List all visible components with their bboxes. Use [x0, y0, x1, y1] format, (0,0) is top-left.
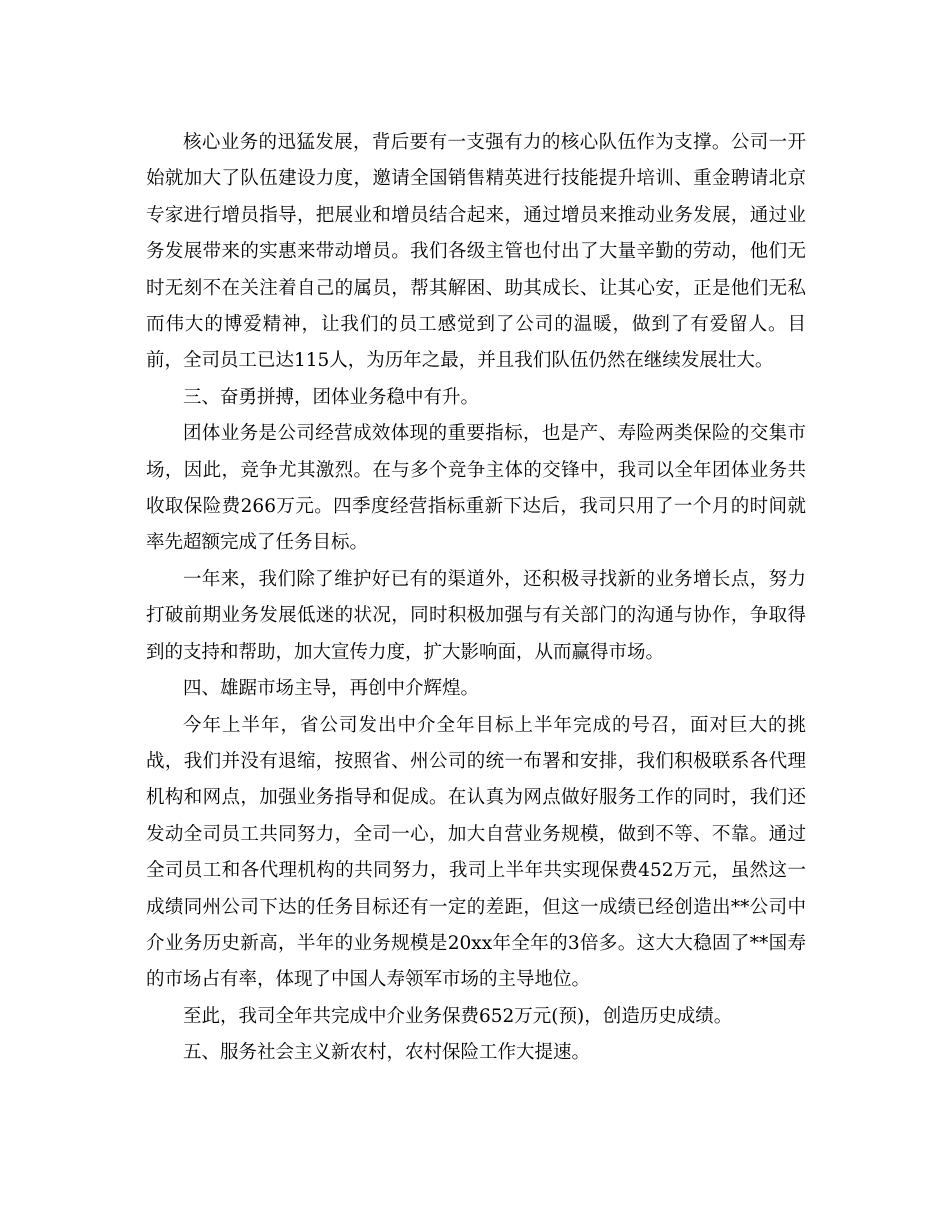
paragraph-annual-total: 至此，我司全年共完成中介业务保费652万元(预)，创造历史成绩。: [183, 1005, 733, 1027]
heading-section-5: 五、服务社会主义新农村，农村保险工作大提速。: [183, 1042, 591, 1064]
paragraph-group-business: 团体业务是公司经营成效体现的重要指标，也是产、寿险两类保险的交集市场，因此，竞争尤其激烈。在与多个竞争主体的交锋中，我司以全年团体业务共收取保险费266万元。四季度经营指标重新下达后，我司只用了一个月的时间就率先超额完成了任务目标。: [146, 423, 806, 554]
paragraph-intermediary-business: 今年上半年，省公司发出中介全年目标上半年完成的号召，面对巨大的挑战，我们并没有退缩，按照省、州公司的统一布署和安排，我们积极联系各代理机构和网点，加强业务指导和促成。在认真为网点做好服务工作的同时，我们还发动全司员工共同努力，全司一心，加大自营业务规模，做到不等、不靠。通过全司员工和各代理机构的共同努力，我司上半年共实现保费452万元，虽然这一成绩同州公司下达的任务目标还有一定的差距，但这一成绩已经创造出**公司中介业务历史新高，半年的业务规模是20xx年全年的3倍多。这大大稳固了**国寿的市场占有率，体现了中国人寿领军市场的主导地位。: [146, 714, 806, 991]
paragraph-core-team: 核心业务的迅猛发展，背后要有一支强有力的核心队伍作为支撑。公司一开始就加大了队伍建设力度，邀请全国销售精英进行技能提升培训、重金聘请北京专家进行增员指导，把展业和增员结合起来，通过增员来推动业务发展，通过业务发展带来的实惠来带动增员。我们各级主管也付出了大量辛勤的劳动，他们无时无刻不在关注着自己的属员，帮其解困、助其成长、让其心安，正是他们无私而伟大的博爱精神，让我们的员工感觉到了公司的温暖，做到了有爱留人。目前，全司员工已达115人，为历年之最，并且我们队伍仍然在继续发展壮大。: [146, 132, 806, 372]
document-page: [146, 125, 806, 1072]
heading-section-4: 四、雄踞市场主导，再创中介辉煌。: [183, 678, 480, 700]
heading-section-3: 三、奋勇拼搏，团体业务稳中有升。: [183, 386, 480, 408]
paragraph-new-growth: 一年来，我们除了维护好已有的渠道外，还积极寻找新的业务增长点，努力打破前期业务发展低迷的状况，同时积极加强与有关部门的沟通与协作，争取得到的支持和帮助，加大宣传力度，扩大影响面，从而赢得市场。: [146, 568, 806, 663]
